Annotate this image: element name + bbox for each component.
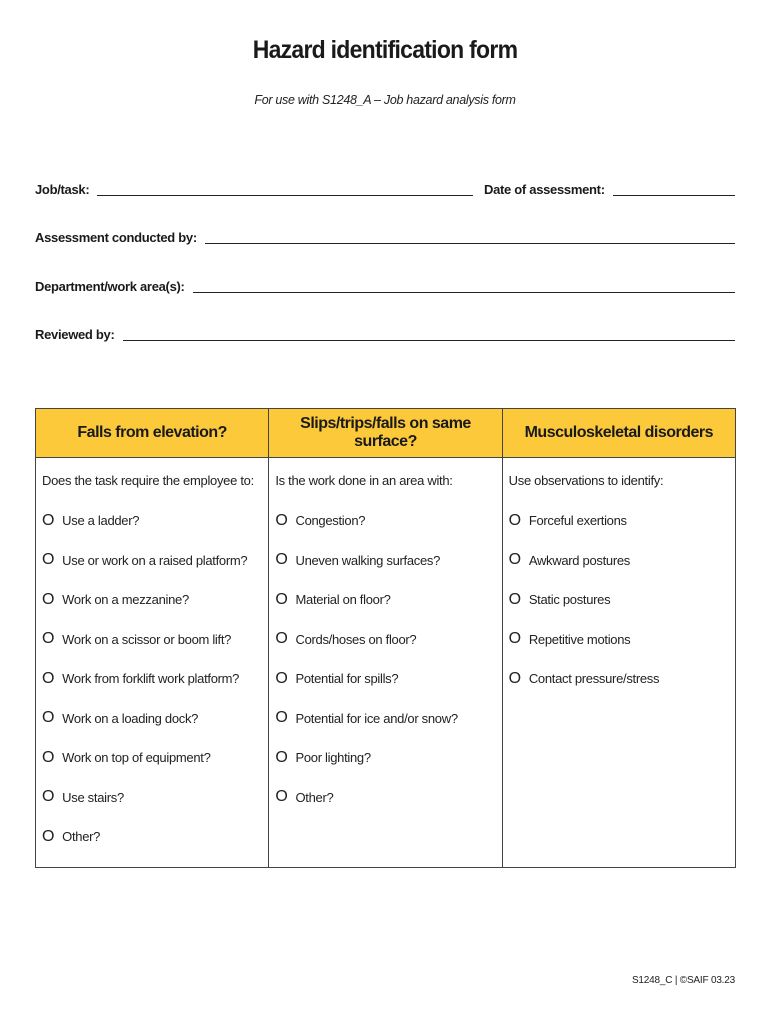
column-musculoskeletal	[502, 458, 735, 868]
date-of-assessment-input-line[interactable]	[613, 195, 735, 196]
checklist-item[interactable]	[503, 620, 735, 660]
date-of-assessment-label: Date of assessment:	[484, 182, 605, 197]
job-task-input-line[interactable]	[97, 195, 473, 196]
checkbox-circle-icon[interactable]: O	[42, 551, 55, 569]
checklist-item[interactable]	[36, 541, 268, 581]
checklist-item[interactable]	[503, 541, 735, 581]
page-title: Hazard identification form	[252, 36, 518, 64]
checklist-item[interactable]	[36, 501, 268, 541]
department-field	[35, 279, 735, 295]
column-heading-musculoskeletal: Musculoskeletal disorders	[502, 409, 735, 458]
checkbox-circle-icon[interactable]: O	[42, 709, 55, 727]
checklist-item[interactable]	[36, 817, 268, 857]
checklist-item-label: Uneven walking surfaces?	[295, 552, 441, 568]
job-task-label: Job/task:	[35, 182, 90, 197]
checklist-item-label: Potential for spills?	[295, 671, 399, 687]
checklist-item[interactable]	[269, 541, 501, 581]
checklist-item[interactable]	[503, 501, 735, 541]
checklist-item-label: Repetitive motions	[528, 631, 631, 647]
checklist-item-label: Awkward postures	[528, 552, 630, 568]
column-intro: Use observations to identify:	[508, 473, 664, 488]
checklist-item[interactable]	[269, 620, 501, 660]
checkbox-circle-icon[interactable]: O	[275, 709, 288, 727]
checkbox-circle-icon[interactable]: O	[275, 551, 288, 569]
checkbox-circle-icon[interactable]: O	[42, 669, 55, 687]
checkbox-circle-icon[interactable]: O	[275, 788, 288, 806]
conducted-by-field	[35, 230, 735, 246]
checklist-item-label: Work on a scissor or boom lift?	[62, 631, 232, 647]
hazard-table	[35, 408, 736, 868]
hazard-table-header-row	[36, 409, 736, 458]
checklist-item-label: Material on floor?	[295, 592, 391, 608]
reviewed-by-label: Reviewed by:	[35, 327, 115, 342]
checklist-item[interactable]	[269, 659, 501, 699]
checkbox-circle-icon[interactable]: O	[508, 590, 521, 608]
footer-code: S1248_C | ©SAIF 03.23	[631, 975, 735, 986]
checkbox-circle-icon[interactable]: O	[275, 590, 288, 608]
checklist-item[interactable]	[36, 699, 268, 739]
checklist-item[interactable]	[503, 580, 735, 620]
checklist-item-label: Work from forklift work platform?	[62, 671, 240, 687]
checkbox-circle-icon[interactable]: O	[275, 630, 288, 648]
checkbox-circle-icon[interactable]: O	[508, 669, 521, 687]
checklist-item-label: Potential for ice and/or snow?	[295, 710, 458, 726]
checklist-item[interactable]	[503, 659, 735, 699]
date-of-assessment-field	[484, 182, 735, 198]
checklist-item[interactable]	[269, 738, 501, 778]
checklist-item[interactable]	[269, 778, 501, 818]
column-heading-slips: Slips/trips/falls on same surface?	[269, 409, 502, 458]
checklist-item[interactable]	[36, 580, 268, 620]
checklist-item[interactable]	[36, 620, 268, 660]
checkbox-circle-icon[interactable]: O	[275, 748, 288, 766]
checklist	[269, 501, 501, 817]
checklist-item[interactable]	[269, 699, 501, 739]
checklist-item[interactable]	[36, 778, 268, 818]
checkbox-circle-icon[interactable]: O	[42, 827, 55, 845]
column-falls	[36, 458, 269, 868]
checklist-item-label: Congestion?	[295, 513, 366, 529]
checkbox-circle-icon[interactable]: O	[42, 788, 55, 806]
checkbox-circle-icon[interactable]: O	[508, 630, 521, 648]
checklist-item[interactable]	[36, 659, 268, 699]
checkbox-circle-icon[interactable]: O	[42, 590, 55, 608]
checkbox-circle-icon[interactable]: O	[508, 551, 521, 569]
reviewed-by-input-line[interactable]	[123, 340, 736, 341]
checklist	[36, 501, 268, 857]
checklist-item[interactable]	[269, 501, 501, 541]
checkbox-circle-icon[interactable]: O	[42, 511, 55, 529]
column-intro: Does the task require the employee to:	[42, 473, 254, 488]
conducted-by-label: Assessment conducted by:	[35, 230, 197, 245]
checklist-item-label: Cords/hoses on floor?	[295, 631, 417, 647]
checkbox-circle-icon[interactable]: O	[42, 748, 55, 766]
checklist-item-label: Other?	[295, 789, 334, 805]
column-heading-falls: Falls from elevation?	[36, 409, 269, 458]
checklist-item-label: Other?	[62, 829, 101, 845]
reviewed-by-field	[35, 327, 735, 343]
column-slips	[269, 458, 502, 868]
checklist-item-label: Work on a loading dock?	[62, 710, 199, 726]
checklist-item-label: Poor lighting?	[295, 750, 371, 766]
checkbox-circle-icon[interactable]: O	[42, 630, 55, 648]
checklist-item[interactable]	[36, 738, 268, 778]
checklist-item-label: Contact pressure/stress	[528, 671, 660, 687]
checklist-item-label: Use stairs?	[62, 789, 124, 805]
hazard-table-body-row	[36, 458, 736, 868]
checklist-item-label: Forceful exertions	[528, 513, 627, 529]
checklist-item-label: Use or work on a raised platform?	[62, 552, 248, 568]
checklist	[503, 501, 735, 699]
job-task-field	[35, 182, 473, 198]
column-intro: Is the work done in an area with:	[275, 473, 453, 488]
department-label: Department/work area(s):	[35, 279, 185, 294]
checkbox-circle-icon[interactable]: O	[275, 669, 288, 687]
checklist-item-label: Work on a mezzanine?	[62, 592, 189, 608]
checkbox-circle-icon[interactable]: O	[508, 511, 521, 529]
page-subtitle: For use with S1248_A – Job hazard analysis form	[254, 93, 516, 107]
checkbox-circle-icon[interactable]: O	[275, 511, 288, 529]
checklist-item-label: Static postures	[528, 592, 611, 608]
department-input-line[interactable]	[193, 292, 735, 293]
checklist-item-label: Use a ladder?	[62, 513, 140, 529]
checklist-item-label: Work on top of equipment?	[62, 750, 211, 766]
checklist-item[interactable]	[269, 580, 501, 620]
conducted-by-input-line[interactable]	[205, 243, 735, 244]
